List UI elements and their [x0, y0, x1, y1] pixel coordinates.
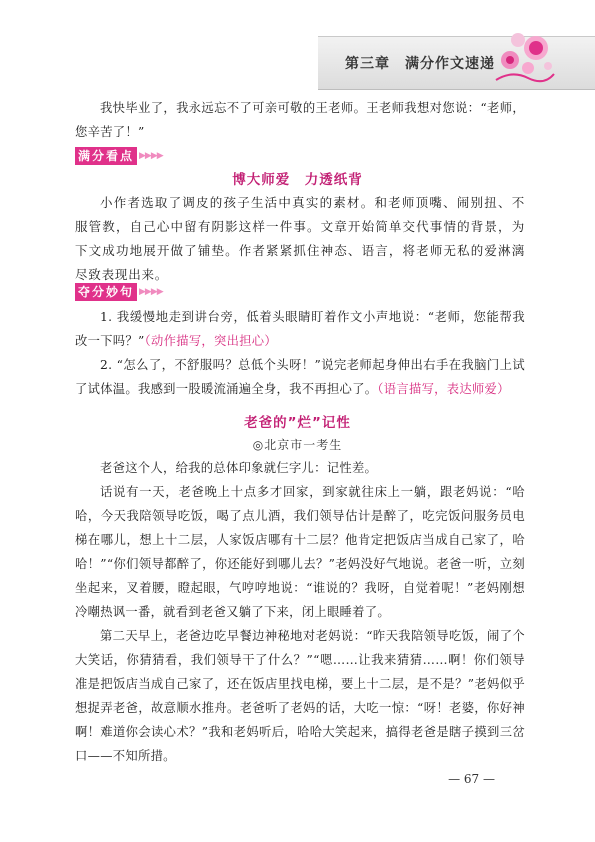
comment-section-tag — [75, 147, 163, 165]
comment-title: 博大师爱 力透纸背 — [232, 172, 363, 188]
comment-tag-label: 满分看点 — [75, 147, 137, 165]
page-number: — 67 — — [448, 772, 495, 786]
quote-text: 2. “怎么了，不舒服吗？总低个头呀！”说完老师起身伸出右手在我脑门上试了试体温。我感到一股暖流涌遍全身，我不再担心了。 — [75, 358, 525, 396]
comment-paragraph: 小作者选取了调皮的孩子生活中真实的素材。和老师顶嘴、闹别扭、不服管教，自己心中留有阴影这样一件事。文章开始简单交代事情的背景，为下文成功地展开做了铺垫。作者紧紧抓住神态、语言，将老师无私的爱淋漓尽致表现出来。 — [75, 195, 525, 282]
quote-item — [75, 353, 525, 401]
quote-note: （动作描写，突出担心） — [144, 334, 277, 348]
essay-paragraph: 话说有一天，老爸晚上十点多才回家，到家就往床上一躺，跟老妈说：“哈哈，今天我陪领导吃饭，喝了点儿酒，我们领导估计是醉了，吃完饭问服务员电梯在哪儿，想上十二层，人家饭店哪有十二层？他肯定把饭店当成自己家了，哈哈！”“你们领导都醉了，你还能好到哪儿去？”老妈没好气地说。老爸一听，立刻坐起来，叉着腰，瞪起眼，气哼哼地说：“谁说的？我呀，自觉着呢！”老妈刚想冷嘲热讽一番，就看到老爸又躺了下来，闭上眼睡着了。 — [75, 485, 525, 619]
essay-paragraph: 第二天早上，老爸边吃早餐边神秘地对老妈说：“昨天我陪领导吃饭，闹了个大笑话，你猜猜看，我们领导干了什么？”“嗯……让我来猜猜……啊！你们领导准是把饭店当成自己家了，还在饭店里找电梯，要上十二层，是不是？”老妈似乎想捉弄老爸，故意顺水推舟。老爸听了老妈的话，大吃一惊：“呀！老婆，你好神啊！难道你会读心术？”我和老妈听后，哈哈大笑起来，搞得老爸是瞎子摸到三岔口——不知所措。 — [75, 629, 525, 763]
flower-deco-icon — [492, 30, 556, 86]
quote-note: （语言描写，表达师爱） — [377, 382, 510, 396]
essay-paragraph: 老爸这个人，给我的总体印象就仨字儿：记性差。 — [100, 461, 378, 475]
chapter-title: 第三章 满分作文速递 — [345, 56, 495, 72]
comment-tag-arrows: ▶▶▶▶ — [139, 151, 163, 161]
quotes-section-tag — [75, 283, 163, 301]
quotes-tag-arrows: ▶▶▶▶ — [139, 287, 163, 297]
essay-byline: ◎北京市一考生 — [252, 438, 343, 452]
quotes-tag-label: 夺分妙句 — [75, 283, 137, 301]
essay-title: 老爸的”烂”记性 — [244, 415, 351, 431]
intro-paragraph: 我快毕业了，我永远忘不了可亲可敬的王老师。王老师我想对您说：“老师，您辛苦了！” — [75, 101, 525, 139]
quote-item — [75, 305, 525, 353]
quote-text: 1. 我缓慢地走到讲台旁，低着头眼睛盯着作文小声地说：“老师，您能帮我改一下吗？” — [75, 310, 525, 348]
